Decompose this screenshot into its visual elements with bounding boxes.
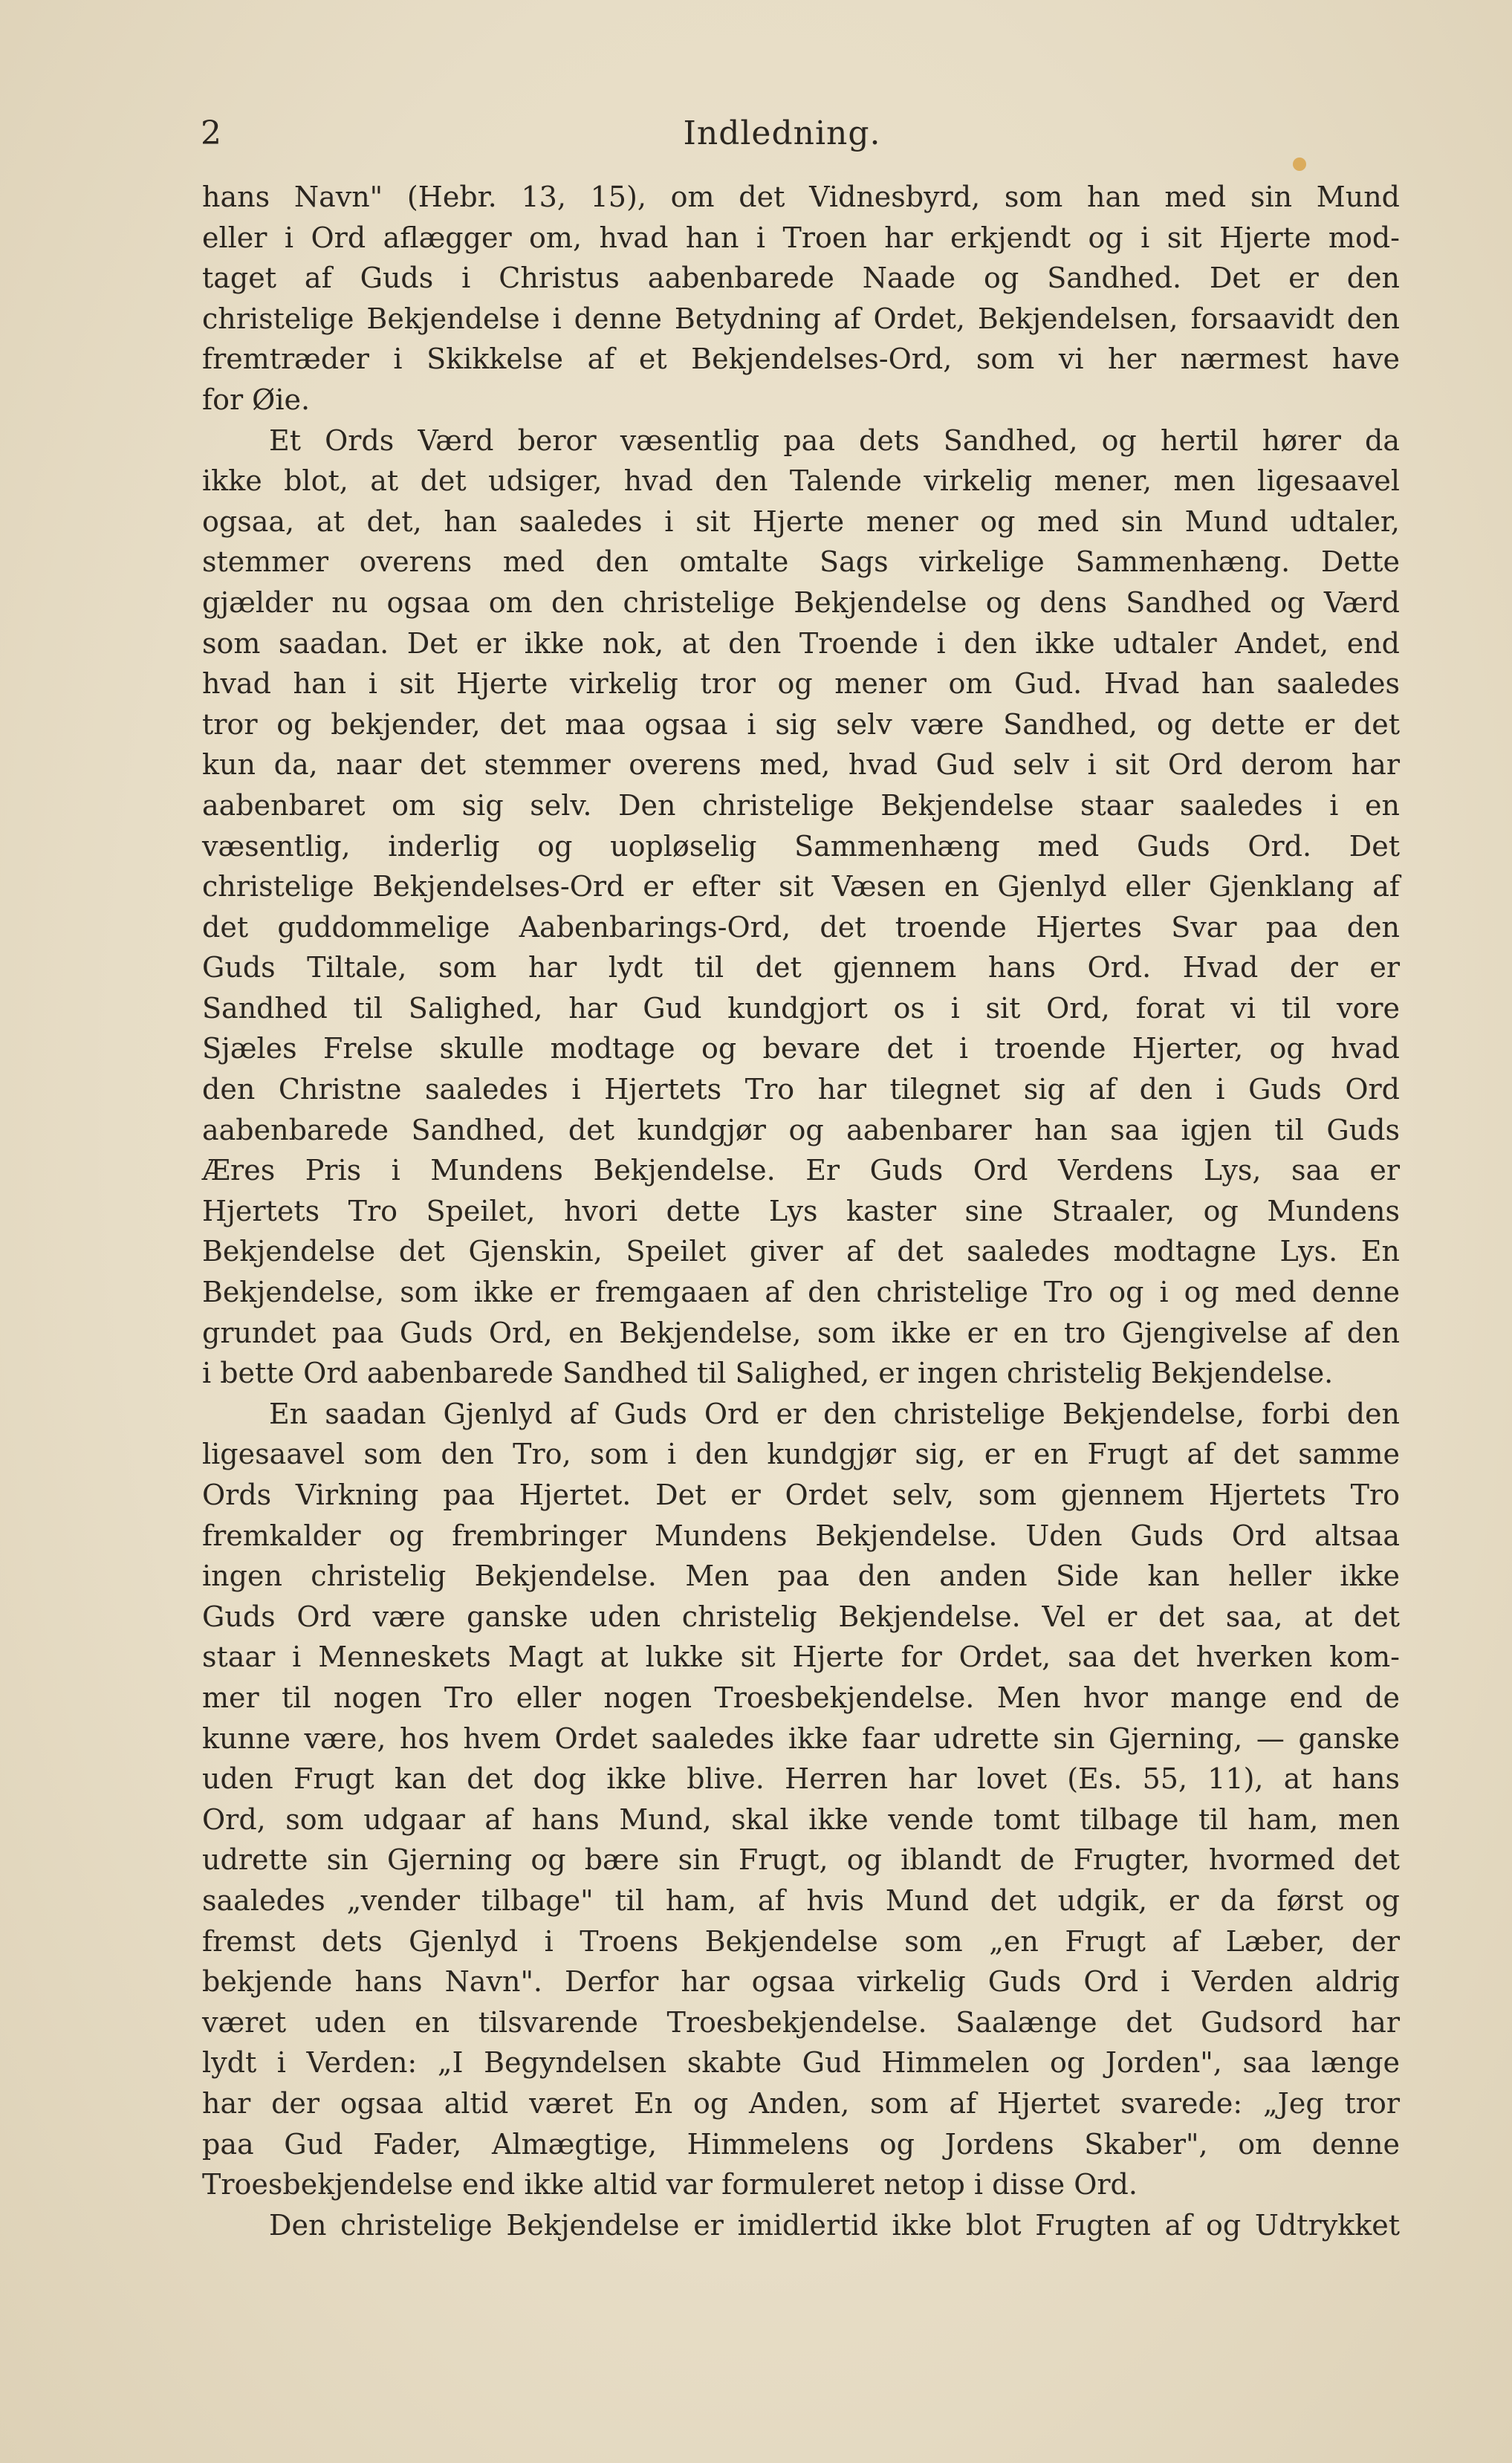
text-line: lydt i Verden: „I Begyndelsen skabte Gud Himmelen og Jorden", saa længe (202, 2046, 1400, 2080)
text-line: stemmer overens med den omtalte Sags virkelige Sammenhæng. Dette (202, 545, 1400, 579)
text-line: ogsaa, at det, han saaledes i sit Hjerte mener og med sin Mund udtaler, (202, 504, 1400, 538)
text-line: for Øie. (202, 383, 311, 416)
text-line: Troesbekjendelse end ikke altid var formuleret netop i disse Ord. (202, 2168, 1138, 2201)
body-text (202, 177, 1400, 2245)
text-line: taget af Guds i Christus aabenbarede Naade og Sandhed. Det er den (202, 262, 1400, 295)
text-line: været uden en tilsvarende Troesbekjendelse. Saalænge det Gudsord har (202, 2005, 1400, 2039)
text-line: fremtræder i Skikkelse af et Bekjendelses-Ord, som vi her nærmest have (202, 343, 1400, 376)
text-line: Bekjendelse det Gjenskin, Speilet giver af det saaledes modtagne Lys. En (202, 1235, 1400, 1268)
text-line: ligesaavel som den Tro, som i den kundgjør sig, er en Frugt af det samme (202, 1438, 1400, 1471)
page-number: 2 (201, 114, 221, 152)
text-line: har der ogsaa altid været En og Anden, som af Hjertet svarede: „Jeg tror (202, 2086, 1400, 2120)
running-head: Indledning. (683, 114, 881, 152)
text-line: Guds Ord være ganske uden christelig Bekjendelse. Vel er det saa, at det (202, 1600, 1400, 1633)
text-line: ikke blot, at det udsiger, hvad den Talende virkelig mener, men ligesaavel (202, 464, 1400, 498)
text-line: gjælder nu ogsaa om den christelige Bekjendelse og dens Sandhed og Værd (202, 585, 1400, 619)
text-line: christelige Bekjendelse i denne Betydning af Ordet, Bekjendelsen, forsaavidt den (202, 302, 1400, 335)
text-line: i bette Ord aabenbarede Sandhed til Salighed, er ingen christelig Bekjendelse. (202, 1357, 1334, 1390)
text-line: fremst dets Gjenlyd i Troens Bekjendelse som „en Frugt af Læber, der (202, 1924, 1400, 1958)
text-line: staar i Menneskets Magt at lukke sit Hjerte for Ordet, saa det hverken kom- (202, 1641, 1400, 1674)
text-line: paa Gud Fader, Almægtige, Himmelens og Jordens Skaber", om denne (202, 2127, 1400, 2161)
text-line: væsentlig, inderlig og uopløselig Sammenhæng med Guds Ord. Det (202, 829, 1400, 863)
text-line: Et Ords Værd beror væsentlig paa dets Sandhed, og hertil hører da (269, 424, 1400, 457)
text-line: Bekjendelse, som ikke er fremgaaen af den christelige Tro og i og med denne (202, 1276, 1400, 1309)
ink-spot (1293, 158, 1306, 171)
text-line: kunne være, hos hvem Ordet saaledes ikke faar udrette sin Gjerning, — ganske (202, 1721, 1400, 1755)
text-line: Hjertets Tro Speilet, hvori dette Lys kaster sine Straaler, og Mundens (202, 1194, 1400, 1227)
text-line: Sandhed til Salighed, har Gud kundgjort os i sit Ord, forat vi til vore (202, 991, 1400, 1025)
text-line: Ord, som udgaar af hans Mund, skal ikke vende tomt tilbage til ham, men (202, 1802, 1400, 1836)
text-line: som saadan. Det er ikke nok, at den Troende i den ikke udtaler Andet, end (202, 626, 1400, 660)
text-line: hvad han i sit Hjerte virkelig tror og mener om Gud. Hvad han saaledes (202, 667, 1400, 701)
text-line: christelige Bekjendelses-Ord er efter sit Væsen en Gjenlyd eller Gjenklang af (202, 870, 1400, 903)
text-line: den Christne saaledes i Hjertets Tro har tilegnet sig af den i Guds Ord (202, 1073, 1400, 1106)
text-line: ingen christelig Bekjendelse. Men paa den anden Side kan heller ikke (202, 1560, 1400, 1593)
text-line: En saadan Gjenlyd af Guds Ord er den christelige Bekjendelse, forbi den (269, 1397, 1400, 1430)
text-line: Ords Virkning paa Hjertet. Det er Ordet selv, som gjennem Hjertets Tro (202, 1479, 1400, 1511)
text-line: uden Frugt kan det dog ikke blive. Herren har lovet (Es. 55, 11), at hans (202, 1762, 1400, 1796)
text-line: fremkalder og frembringer Mundens Bekjendelse. Uden Guds Ord altsaa (202, 1519, 1400, 1552)
text-line: Æres Pris i Mundens Bekjendelse. Er Guds Ord Verdens Lys, saa er (202, 1154, 1400, 1187)
text-line: saaledes „vender tilbage" til ham, af hvis Mund det udgik, er da først og (202, 1883, 1400, 1917)
text-line: kun da, naar det stemmer overens med, hvad Gud selv i sit Ord derom har (202, 748, 1400, 782)
text-line: aabenbaret om sig selv. Den christelige Bekjendelse staar saaledes i en (202, 788, 1400, 822)
text-line: tror og bekjender, det maa ogsaa i sig selv være Sandhed, og dette er det (202, 707, 1400, 741)
text-line: Den christelige Bekjendelse er imidlertid ikke blot Frugten af og Udtrykket (269, 2208, 1400, 2242)
text-line: eller i Ord aflægger om, hvad han i Troen har erkjendt og i sit Hjerte mod- (202, 221, 1400, 254)
text-line: Sjæles Frelse skulle modtage og bevare det i troende Hjerter, og hvad (202, 1032, 1400, 1065)
page-header (201, 111, 1393, 156)
text-line: udrette sin Gjerning og bære sin Frugt, og iblandt de Frugter, hvormed det (202, 1843, 1400, 1877)
text-line: bekjende hans Navn". Derfor har ogsaa virkelig Guds Ord i Verden aldrig (202, 1965, 1400, 1999)
text-line: Guds Tiltale, som har lydt til det gjennem hans Ord. Hvad der er (202, 951, 1400, 984)
text-line: aabenbarede Sandhed, det kundgjør og aabenbarer han saa igjen til Guds (202, 1113, 1400, 1146)
text-line: det guddommelige Aabenbarings-Ord, det troende Hjertes Svar paa den (202, 910, 1400, 944)
text-line: grundet paa Guds Ord, en Bekjendelse, som ikke er en tro Gjengivelse af den (202, 1316, 1400, 1349)
text-line: hans Navn" (Hebr. 13, 15), om det Vidnesbyrd, som han med sin Mund (202, 181, 1400, 213)
text-line: mer til nogen Tro eller nogen Troesbekjendelse. Men hvor mange end de (202, 1681, 1400, 1714)
